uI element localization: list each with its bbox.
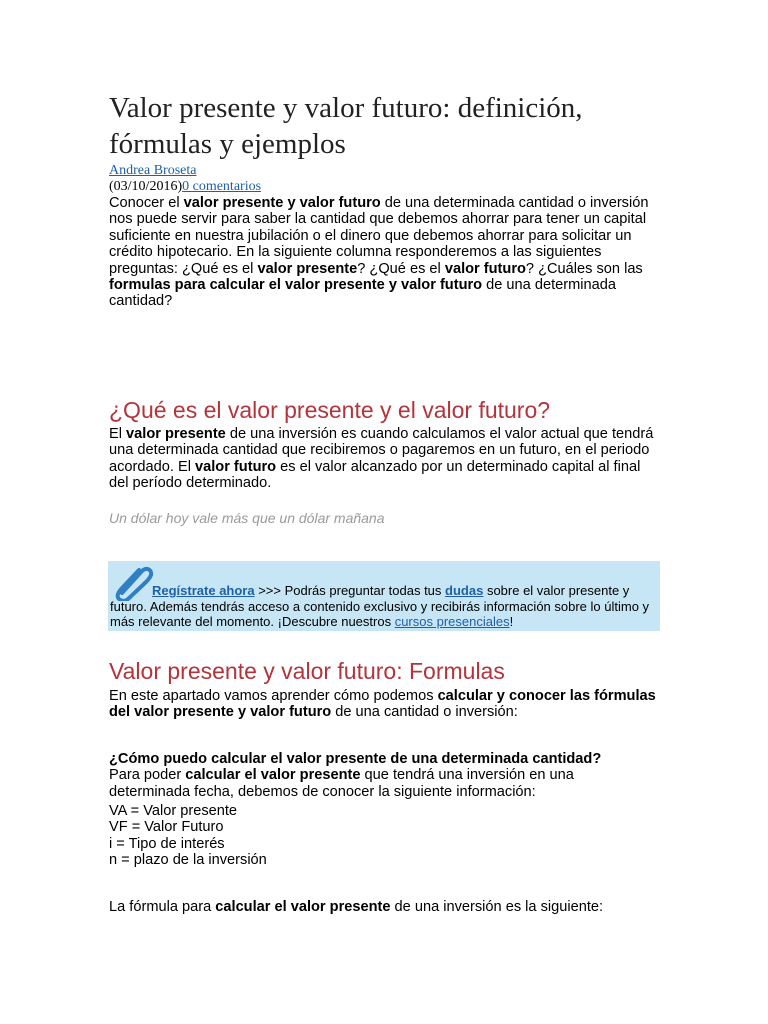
definition-paragraph (109, 426, 659, 492)
bold-text: valor presente (257, 260, 358, 277)
dudas-link[interactable]: dudas (445, 583, 484, 598)
text: ! (509, 614, 514, 629)
list-item: VF = Valor Futuro (109, 819, 224, 836)
text: En este apartado vamos aprender cómo podemos (109, 688, 438, 704)
bold-text: calcular y conocer las fórmulas del valor presente y valor futuro (109, 688, 656, 721)
paperclip-icon (112, 563, 156, 601)
variables-list (109, 803, 659, 869)
question-heading: ¿Cómo puedo calcular el valor presente de una determinada cantidad? (109, 751, 602, 767)
cursos-link[interactable]: cursos presenciales (394, 614, 510, 629)
bold-text: calcular el valor presente (185, 767, 361, 784)
section-heading-formulas: Valor presente y valor futuro: Formulas (109, 658, 505, 684)
text: de una determinada cantidad o inversión nos puede servir para saber la cantidad que debemos ahorrar para tener un capital suficiente en nuestra jubilación o el dinero que debemos ahorrar para solicitar un crédito hipotecario. En la siguiente columna responderemos a las siguientes preguntas: ¿Qué es el (109, 195, 649, 277)
bold-text: valor futuro (444, 260, 526, 277)
text: Para poder (109, 767, 186, 784)
author-link[interactable]: Andrea Broseta (109, 163, 197, 178)
author-line (109, 163, 196, 179)
list-item: VA = Valor presente (109, 803, 238, 819)
text: ? ¿Cuáles son las (525, 260, 643, 277)
date-line (109, 179, 261, 195)
text: ? ¿Qué es el (357, 260, 445, 277)
text: que tendrá una inversión en una determinada fecha, debemos de conocer la siguiente información: (109, 767, 574, 800)
question-paragraph (109, 751, 659, 800)
formula-intro-paragraph (109, 899, 659, 915)
register-link[interactable]: Regístrate ahora (152, 583, 255, 598)
text: Conocer el (109, 195, 184, 211)
article-title: Valor presente y valor futuro: definición, fórmulas y ejemplos (109, 92, 583, 160)
section-heading-definition: ¿Qué es el valor presente y el valor futuro? (109, 397, 551, 423)
formulas-intro-paragraph (109, 688, 659, 721)
list-item: n = plazo de la inversión (109, 852, 267, 869)
bold-text: formulas para calcular el valor presente y valor futuro (109, 277, 483, 294)
text: de una cantidad o inversión: (331, 704, 518, 721)
comments-link[interactable]: 0 comentarios (182, 179, 262, 194)
bold-text: calcular el valor presente (215, 899, 391, 915)
bold-text: valor presente (126, 426, 226, 442)
publish-date: (03/10/2016) (109, 179, 183, 194)
bold-text: valor presente y valor futuro (183, 195, 381, 211)
bold-text: valor futuro (195, 458, 277, 475)
text: es el valor alcanzado por un determinado capital al final del período determinado. (109, 458, 641, 492)
list-item: i = Tipo de interés (109, 835, 225, 852)
text: de una determinada cantidad? (109, 277, 616, 310)
intro-paragraph (109, 195, 659, 310)
text: >>> Podrás preguntar todas tus (254, 583, 446, 598)
text: La fórmula para (109, 899, 216, 915)
text: de una inversión es la siguiente: (390, 899, 604, 915)
text: sobre el valor presente y futuro. Además tendrás acceso a contenido exclusivo y recibirás información sobre lo último y más relevante del momento. ¡Descubre nuestros (110, 583, 650, 629)
text: El (109, 426, 127, 442)
register-callout (108, 561, 660, 631)
text: de una inversión es cuando calculamos el valor actual que tendrá una determinada cantidad que recibiremos o pagaremos en un futuro, en el periodo acordado. El (109, 426, 654, 475)
quote-text: Un dólar hoy vale más que un dólar mañana (109, 510, 385, 526)
